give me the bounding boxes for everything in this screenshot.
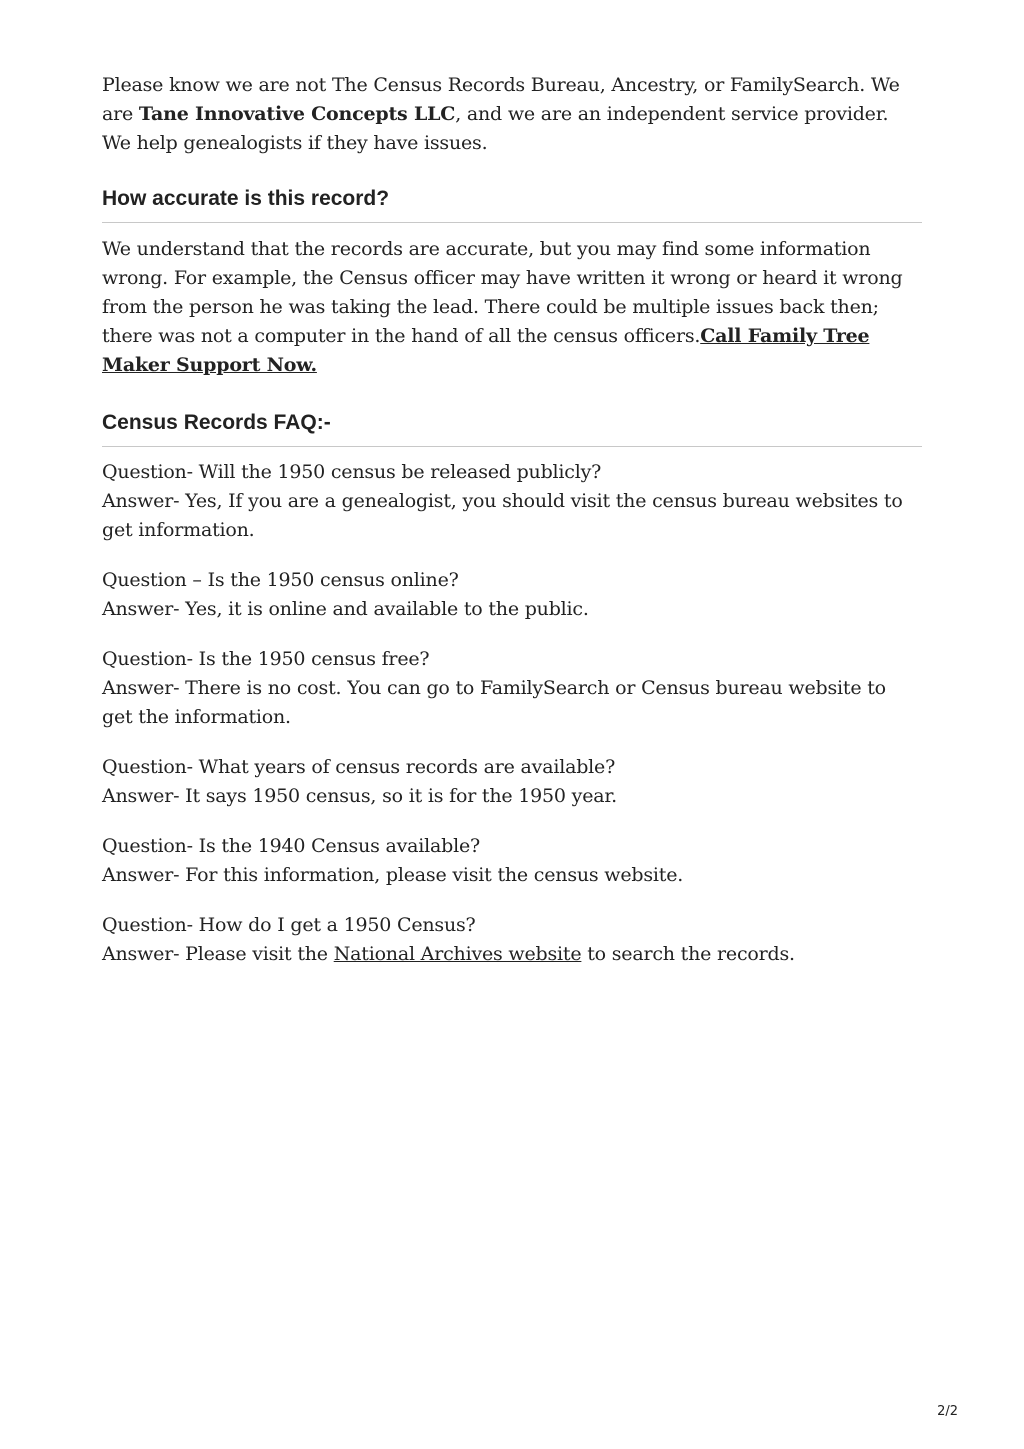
page-number: 2/2 bbox=[937, 1404, 958, 1419]
document-page bbox=[102, 71, 922, 990]
faq-question: Question- Is the 1950 census free? bbox=[102, 648, 430, 670]
faq-question: Question- Will the 1950 census be released publicly? bbox=[102, 461, 602, 483]
faq-answer-after: to search the records. bbox=[581, 943, 795, 965]
accuracy-text: We understand that the records are accurate, but you may find some information wrong. For example, the Census officer may have written it wrong or heard it wrong from the person he was taking the lead. There could be multiple issues back then; there was not a computer in the hand of all the census officers. bbox=[102, 238, 903, 347]
intro-paragraph bbox=[102, 71, 922, 158]
faq-item bbox=[102, 832, 922, 890]
faq-item bbox=[102, 645, 922, 732]
section-heading-accuracy: How accurate is this record? bbox=[102, 185, 922, 223]
intro-text-before: Please know we are not The Census Records Bureau, Ancestry, or FamilySearch. We are bbox=[102, 74, 900, 125]
faq-answer: Answer- Yes, it is online and available to the public. bbox=[102, 598, 589, 620]
company-name: Tane Innovative Concepts LLC bbox=[138, 103, 456, 125]
faq-answer: Answer- It says 1950 census, so it is for the 1950 year. bbox=[102, 785, 618, 807]
faq-answer: Answer- For this information, please visit the census website. bbox=[102, 864, 684, 886]
faq-item bbox=[102, 753, 922, 811]
faq-question: Question- What years of census records are available? bbox=[102, 756, 616, 778]
intro-text-after: , and we are an independent service provider. We help genealogists if they have issues. bbox=[102, 103, 889, 154]
faq-question: Question- Is the 1940 Census available? bbox=[102, 835, 481, 857]
faq-item bbox=[102, 458, 922, 545]
faq-question: Question- How do I get a 1950 Census? bbox=[102, 914, 476, 936]
national-archives-link[interactable]: National Archives website bbox=[333, 943, 582, 965]
support-call-link[interactable]: Call Family Tree Maker Support Now. bbox=[102, 325, 870, 376]
faq-question: Question – Is the 1950 census online? bbox=[102, 569, 459, 591]
accuracy-paragraph bbox=[102, 235, 922, 380]
faq-item bbox=[102, 911, 922, 969]
faq-answer-before: Answer- Please visit the bbox=[102, 943, 334, 965]
faq-answer: Answer- Yes, If you are a genealogist, you should visit the census bureau websites to get information. bbox=[102, 490, 903, 541]
section-heading-faq: Census Records FAQ:- bbox=[102, 409, 922, 447]
faq-item bbox=[102, 566, 922, 624]
faq-answer: Answer- There is no cost. You can go to FamilySearch or Census bureau website to get the information. bbox=[102, 677, 886, 728]
